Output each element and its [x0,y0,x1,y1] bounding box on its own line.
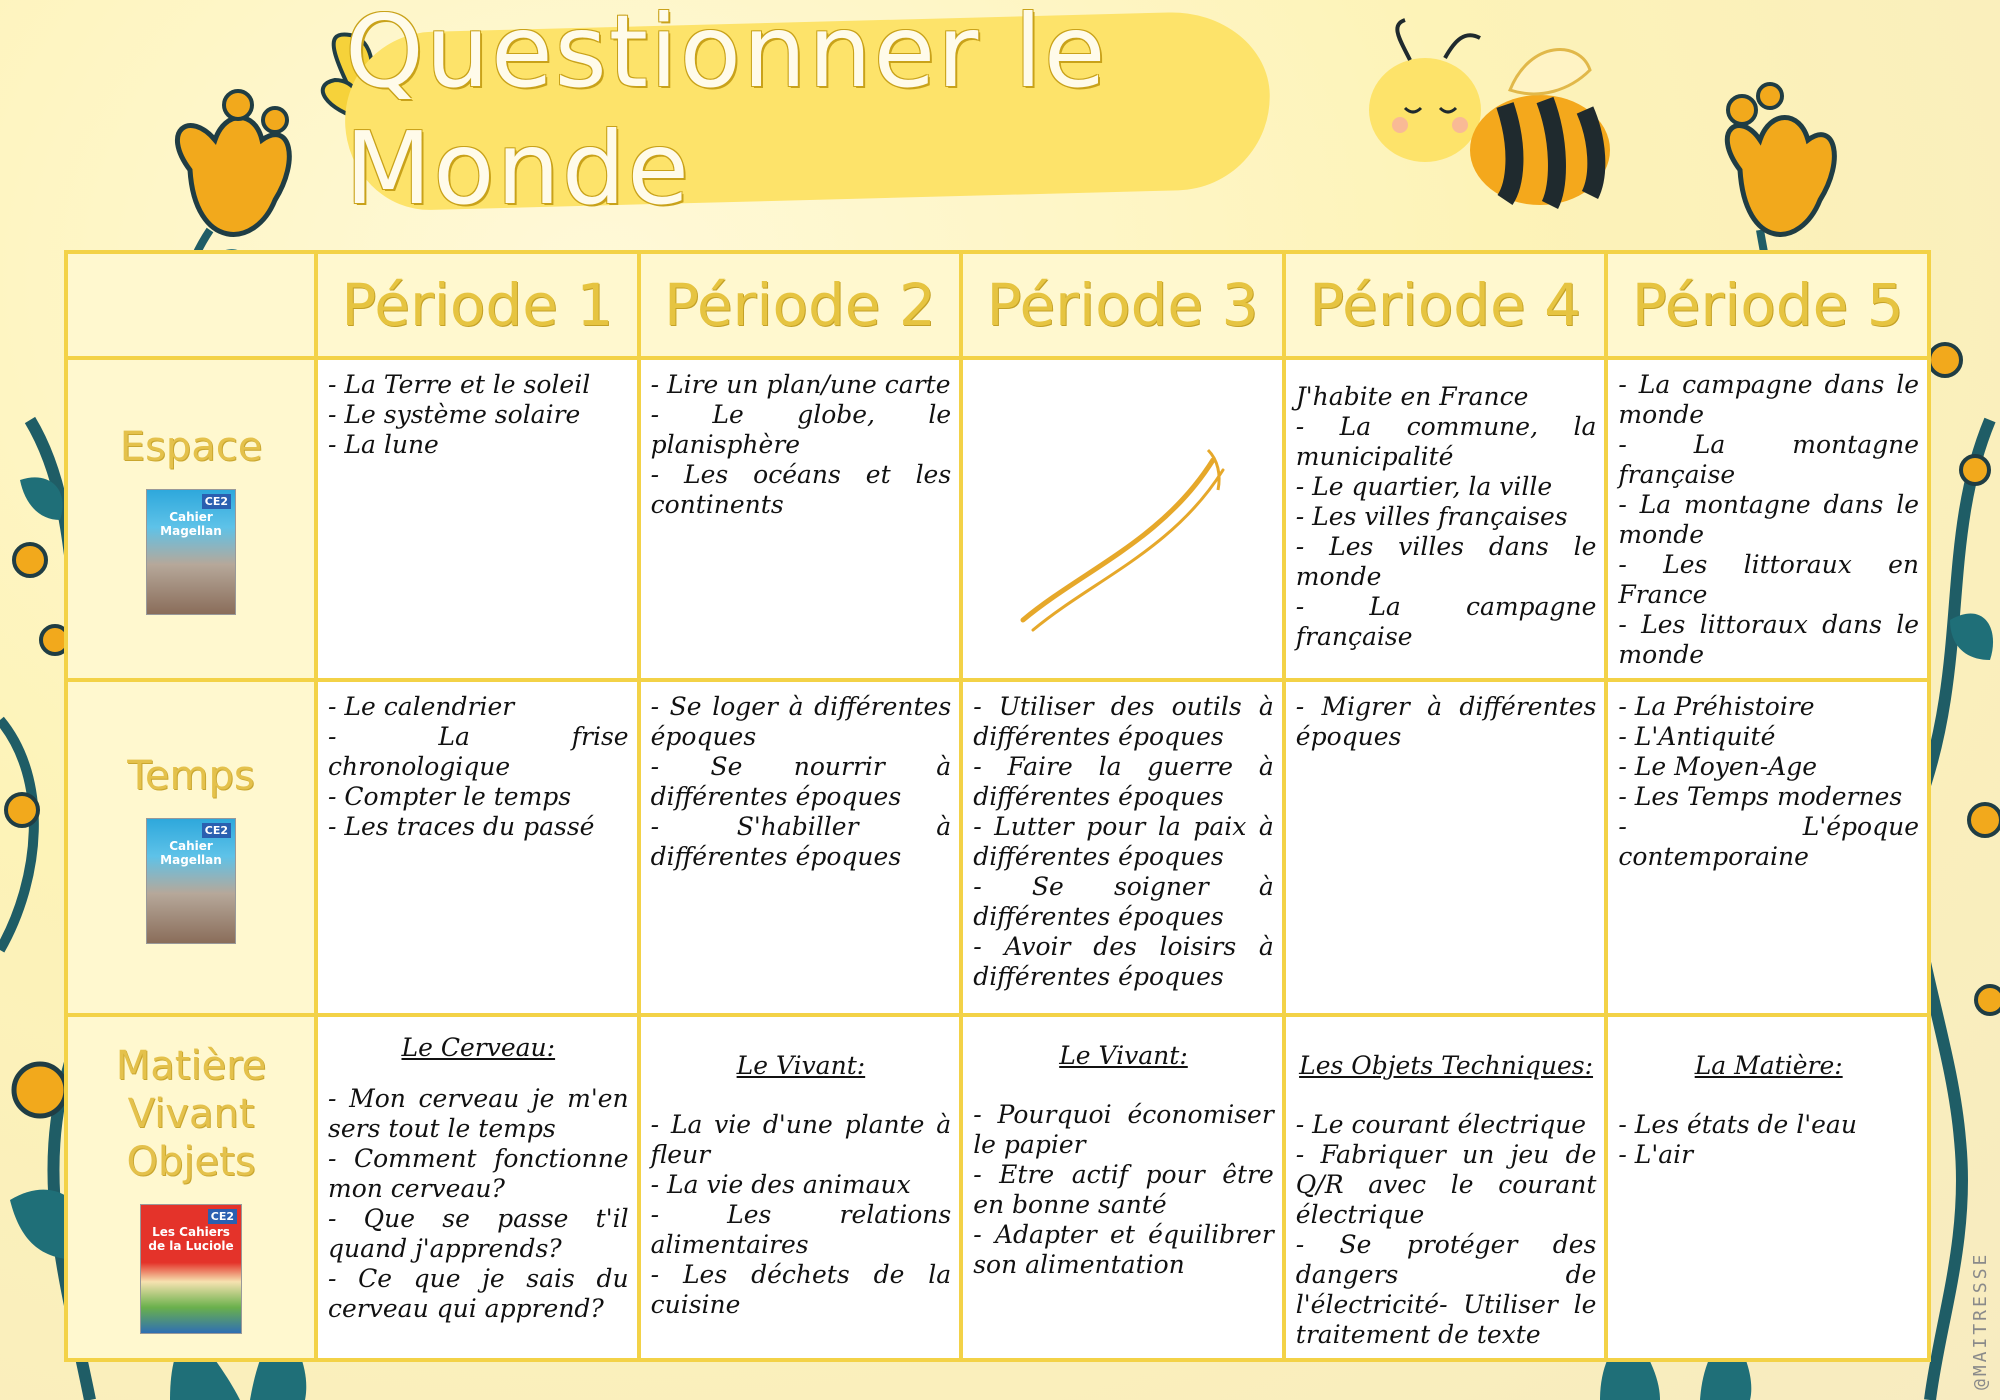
period-1-header: Période 1 [316,252,639,358]
cell-matiere-p3 [961,1015,1284,1360]
cell-heading: Le Vivant: [1059,1041,1188,1070]
list-item: - Etre actif pour être en bonne santé [973,1160,1274,1219]
list-item: - La vie des animaux [650,1170,911,1199]
planning-table [64,250,1931,1362]
cell-espace-p4 [1284,358,1607,680]
list-item: - Le Moyen-Age [1618,752,1818,781]
list-item: - Les littoraux dans le monde [1618,610,1919,669]
cell-heading: La Matière: [1694,1051,1843,1080]
period-3-header: Période 3 [961,252,1284,358]
list-item: - Les états de l'eau [1618,1110,1857,1139]
list-item: - Adapter et équilibrer son alimentation [973,1220,1274,1279]
book-cover-image [146,818,236,944]
book-cover-image [140,1204,242,1334]
page-title: Questionner le Monde [345,0,1108,227]
list-item: - La lune [328,430,439,459]
period-4-header: Période 4 [1284,252,1607,358]
list-item: - Pourquoi économiser le papier [973,1100,1274,1159]
list-item: - Ce que je sais du cerveau qui apprend? [328,1264,629,1323]
author-credit: @MAITRESSE [1970,1251,1991,1390]
row-label: Vivant [127,1090,255,1137]
cell-heading: Le Vivant: [736,1051,866,1080]
list-item: - Comment fonctionne mon cerveau? [328,1144,629,1203]
list-item: - La vie d'une plante à fleur [650,1110,952,1169]
list-item: - La Préhistoire [1618,692,1815,721]
book-level-tag: CE2 [208,1209,237,1224]
list-item: - Le quartier, la ville [1295,472,1553,501]
list-item: - Lire un plan/une carte [650,370,951,399]
list-item: - La montagne française [1618,430,1919,489]
list-item: - Le globe, le planisphère [650,400,952,459]
list-item: - Les relations alimentaires [650,1200,952,1259]
row-label: Objets [126,1138,256,1185]
row-label: Espace [119,424,263,470]
list-item: - Se loger à différentes époques [650,692,952,751]
cell-espace-p2 [639,358,962,680]
row-espace [66,358,1929,680]
list-item: - Migrer à différentes époques [1295,692,1597,751]
cell-temps-p1 [316,680,639,1015]
book-cover-image [146,489,236,615]
list-item: - Le calendrier [328,692,515,721]
list-item: - Fabriquer un jeu de Q/R avec le courant électrique [1295,1140,1597,1229]
list-item: - Les Temps modernes [1618,782,1903,811]
crossed-out-stroke-icon [1013,420,1253,660]
list-item: - Les océans et les continents [650,460,952,519]
row-matiere-vivant-objets [66,1015,1929,1360]
row-header-temps [66,680,316,1015]
list-item: - Que se passe t'il quand j'apprends? [328,1204,629,1263]
cell-espace-p5 [1606,358,1929,680]
list-item: - La montagne dans le monde [1618,490,1919,549]
period-5-header: Période 5 [1606,252,1929,358]
list-item: - S'habiller à différentes époques [650,812,952,871]
list-item: - Les littoraux en France [1618,550,1919,609]
cell-temps-p4 [1284,680,1607,1015]
book-title: Cahier Magellan [160,510,222,538]
list-item: - Mon cerveau je m'en sers tout le temps [328,1084,629,1143]
list-item: - Se nourrir à différentes époques [650,752,952,811]
period-2-header: Période 2 [639,252,962,358]
list-item: - Les traces du passé [328,812,595,841]
list-item: - Utiliser des outils à différentes époques [973,692,1274,751]
cell-matiere-p5 [1606,1015,1929,1360]
list-item: - Lutter pour la paix à différentes époques [973,812,1274,871]
list-item: - Compter le temps [328,782,572,811]
list-item: - Faire la guerre à différentes époques [973,752,1274,811]
list-item: - Les villes françaises [1295,502,1568,531]
cell-matiere-p2 [639,1015,962,1360]
corner-cell [66,252,316,358]
book-title: Cahier Magellan [160,838,222,867]
list-item: - La campagne dans le monde [1618,370,1919,429]
cell-matiere-p1 [316,1015,639,1360]
list-item: - Se protéger des dangers de l'électricité- Utiliser le traitement de texte [1295,1230,1597,1349]
cell-heading: Le Cerveau: [401,1033,556,1062]
cell-espace-p3 [961,358,1284,680]
list-item: - La campagne française [1295,592,1597,651]
cell-espace-p1 [316,358,639,680]
row-header-matiere [66,1015,316,1360]
list-item: - L'Antiquité [1618,722,1776,751]
header-row [66,252,1929,358]
book-level-tag: CE2 [202,823,231,838]
list-item: - La frise chronologique [328,722,629,781]
cell-matiere-p4 [1284,1015,1607,1360]
list-item: - Les déchets de la cuisine [650,1260,952,1319]
cell-temps-p2 [639,680,962,1015]
row-header-espace [66,358,316,680]
cell-temps-p3 [961,680,1284,1015]
list-item: - Se soigner à différentes époques [973,872,1274,931]
list-item: - Les villes dans le monde [1295,532,1597,591]
list-item: - La Terre et le soleil [328,370,591,399]
cell-temps-p5 [1606,680,1929,1015]
list-item: - L'air [1618,1140,1694,1169]
cell-intro: J'habite en France [1295,382,1529,411]
cell-heading: Les Objets Techniques: [1299,1051,1594,1080]
row-temps [66,680,1929,1015]
book-level-tag: CE2 [202,494,231,509]
book-title: Les Cahiers de la Luciole [148,1224,234,1253]
row-label: Matière [115,1042,267,1089]
list-item: - L'époque contemporaine [1618,812,1919,871]
list-item: - Le courant électrique [1295,1110,1587,1139]
list-item: - Le système solaire [328,400,581,429]
list-item: - Avoir des loisirs à différentes époques [973,932,1274,991]
row-label: Temps [127,752,255,799]
list-item: - La commune, la municipalité [1295,412,1597,471]
